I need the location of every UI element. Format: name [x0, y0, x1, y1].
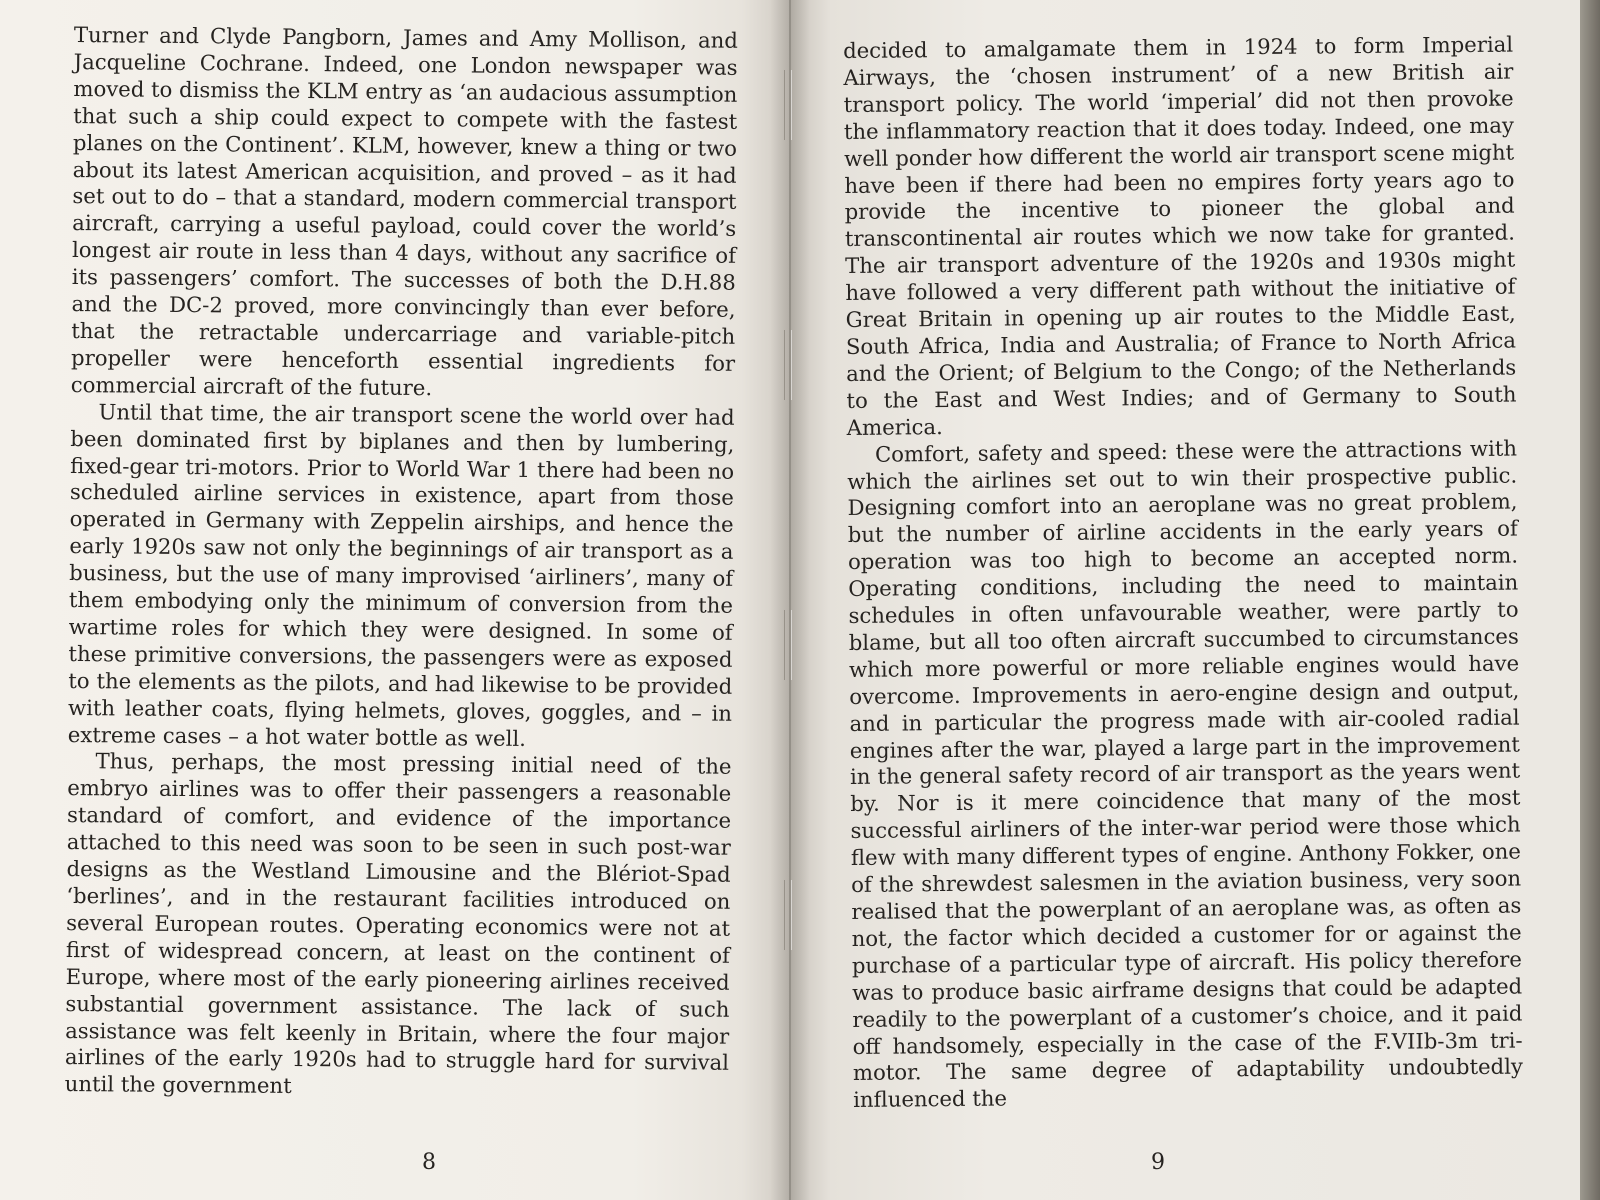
left-page — [0, 0, 790, 1200]
right-page-text — [843, 32, 1523, 1115]
left-paragraph-1: Turner and Clyde Pangborn, James and Amy Mollison, and Jacqueline Cochrane. Indeed, one London newspaper was moved to dismiss the KLM entry as ‘an audacious assumption that such a ship could expect to compete with the fastest planes on the Continent’. KLM, however, knew a thing or two about its latest American acquisition, and proved – as it had set out to do – that a standard, modern commercial transport aircraft, carrying a useful payload, could cover the world’s longest air route in less than 4 days, without any sacrifice of its passengers’ comfort. The successes of both the D.H.88 and the DC-2 proved, more convincingly than ever before, that the retractable undercarriage and variable-pitch propeller were henceforth essential ingredients for commercial aircraft of the future. — [70, 22, 738, 400]
left-paragraph-2: Until that time, the air transport scene the world over had been dominated first by biplanes and then by lumbering, fixed-gear tri-motors. Prior to World War 1 there had been no scheduled airline services in existence, apart from those operated in Germany with Zeppelin airships, and hence the early 1920s saw not only the beginnings of air transport as a business, but the use of many improvised ‘airliners’, many of them embodying only the minimum of conversion from the wartime roles for which they were designed. In some of these primitive conversions, the passengers were as exposed to the elements as the pilots, and had likewise to be provided with leather coats, flying helmets, gloves, goggles, and – in extreme cases – a hot water bottle as well. — [67, 398, 735, 751]
binding-stitch — [784, 610, 792, 680]
binding-stitch — [784, 70, 792, 140]
right-page-number: 9 — [1151, 1150, 1165, 1175]
right-paragraph-1: decided to amalgamate them in 1924 to form Imperial Airways, the ‘chosen instrument’ of a new British air transport policy. The world ‘imperial’ did not then provoke the inflammatory reaction that it does today. Indeed, one may well ponder how different the world air transport scene might have been if there had been no empires forty years ago to provide the incentive to pioneer the global and transcontinental air routes which we now take for granted. The air transport adventure of the 1920s and 1930s might have followed a very different path without the initiative of Great Britain in opening up air routes to the Middle East, South Africa, India and Australia; of France to North Africa and the Orient; of Belgium to the Congo; of the Netherlands to the East and West Indies; and of Germany to South America. — [843, 31, 1517, 440]
left-paragraph-3: Thus, perhaps, the most pressing initial need of the embryo airlines was to offer their passengers a reasonable standard of comfort, and evidence of the importance attached to this need was soon to be seen in such post-war designs as the Westland Limousine and the Blériot-Spad ‘berlines’, and in the restaurant facilities introduced on several European routes. Operating economics were not at first of widespread concern, at least on the continent of Europe, where most of the early pioneering airlines received substantial government assistance. The lack of such assistance was felt keenly in Britain, where the four major airlines of the early 1920s had to struggle hard for survival until the government — [64, 748, 732, 1099]
right-page — [790, 0, 1580, 1200]
page-stack-edge — [1580, 0, 1600, 1200]
right-paragraph-2: Comfort, safety and speed: these were the attractions with which the airlines set out to win their prospective public. Designing comfort into an aeroplane was no great problem, but the number of airline accidents in the early years of operation was too high to become an accepted norm. Operating conditions, including the need to maintain schedules in often unfavourable weather, were partly to blame, but all too often aircraft succumbed to circumstances which more powerful or more reliable engines would have overcome. Improvements in aero-engine design and output, and in particular the progress made with air-cooled radial engines after the war, played a large part in the improvement in the general safety record of air transport as the years went by. Nor is it mere coincidence that many of the most successful airliners of the inter-war period were those which flew with many different types of engine. Anthony Fokker, one of the shrewdest salesmen in the aviation business, very soon realised that the powerplant of an aeroplane was, as often as not, the factor which decided a customer for or against the purchase of a particular type of aircraft. His policy therefore was to produce basic airframe designs that could be adapted readily to the powerplant of a customer’s choice, and it paid off handsomely, especially in the case of the F.VIIb-3m tri-motor. The same degree of adaptability undoubtedly influenced the — [847, 435, 1524, 1113]
binding-stitch — [784, 880, 792, 950]
left-page-number: 8 — [422, 1150, 436, 1175]
binding-stitch — [784, 330, 792, 400]
left-page-text — [65, 22, 738, 1104]
